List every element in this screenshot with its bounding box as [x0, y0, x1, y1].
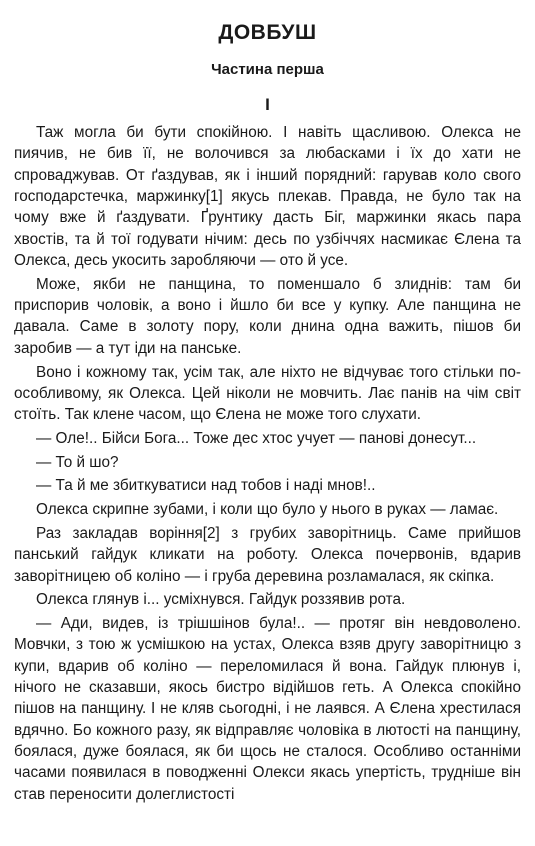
- paragraph-7: — Ади, видев, із трішшінов була!.. — протяг він невдоволено. Мовчки, з тою ж усмішкою на устах, Олекса взяв другу заворітницю з купи, вдарив об коліно — переломилася й вона. Гайдук плюнув і, нічого не сказавши, якось бистро відійшов геть. А Олекса спокійно пішов на панщину. І не кляв сьогодні, і не лаявся. А Єлена хрестилася вдячно. Бо кожного разу, як відправляє чоловіка в лютості на панщину, боялася, дуже боялася, як би щось не сталося. Особливо останніми часами появилася в поводженні Олекси якась упертість, трудніше він став переносити долеглистості: [14, 615, 521, 803]
- paragraph-5: Раз закладав воріння[2] з грубих заворітниць. Саме прийшов панський гайдук кликати на роботу. Олекса почервонів, вдарив заворітницею об коліно — і груба деревина розламалася, як скіпка.: [14, 524, 521, 585]
- part-title: Частина перша: [211, 61, 324, 78]
- dialogue-line-2: — То й шо?: [36, 453, 119, 471]
- paragraph-2: Може, якби не панщина, то поменшало б злиднів: там би приспорив чоловік, а воно і йшло би все у купку. Але панщина не давала. Саме в золоту пору, коли днина одна важить, пішов би заробив — а тут іди на панське.: [14, 275, 521, 357]
- paragraph-3: Воно і кожному так, усім так, але ніхто не відчуває того стільки по-особливому, як Олекса. Цей ніколи не мовчить. Лає панів на чім світ стоїть. Так клене часом, що Єлена не може того слухати.: [14, 363, 521, 424]
- paragraph-4: Олекса скрипне зубами, і коли що було у нього в руках — ламає.: [36, 501, 499, 519]
- dialogue-line-3: — Та й ме збиткуватиси над тобов і наді мнов!..: [36, 477, 376, 495]
- chapter-text: [14, 122, 521, 805]
- chapter-number: I: [265, 95, 270, 114]
- paragraph-1: Таж могла би бути спокійною. І навіть щасливою. Олекса не пиячив, не бив її, не волочився за любасками і їх до хати не спроваджував. От ґаздував, як і інший порядний: гарував коло свого господарстечка, маржинку[1] якусь плекав. Правда, не було так на чому вже й ґаздувати. Ґрунтику дасть Біг, маржинки якась пара хвостів, та й тої годувати нічим: десь по узбіччях насмикає Єлена та Олекса, десь укосить заробляючи — ото й усе.: [14, 124, 521, 270]
- paragraph-6: Олекса глянув і... усміхнувся. Гайдук роззявив рота.: [36, 591, 406, 609]
- dialogue-line-1: — Оле!.. Бійси Бога... Тоже дес хтос учует — панові донесут...: [36, 429, 477, 447]
- book-title: ДОВБУШ: [218, 21, 317, 44]
